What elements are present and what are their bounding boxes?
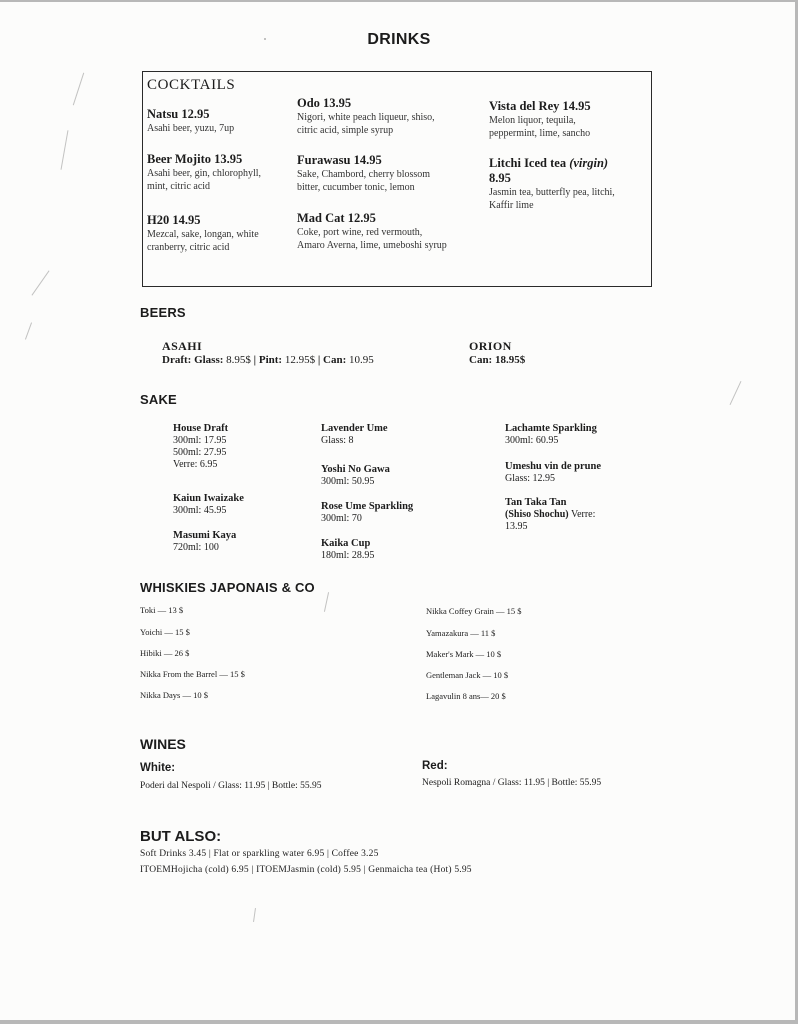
also-line: ITOEMHojicha (cold) 6.95 | ITOEMJasmin (cold) 5.95 | Genmaicha tea (Hot) 5.95 — [140, 865, 472, 875]
cocktail-price: 8.95 — [489, 171, 511, 185]
sake-heading: SAKE — [140, 392, 177, 407]
can-value: 10.95 — [349, 354, 374, 366]
cocktail-name: Litchi Iced tea — [489, 156, 567, 170]
beer-asahi — [162, 339, 374, 366]
cocktail-item — [489, 156, 615, 212]
can-label: Can: — [469, 354, 493, 366]
whisky-item: Hibiki — 26 $ — [140, 648, 190, 658]
whisky-item: Gentleman Jack — 10 $ — [426, 670, 509, 680]
cocktail-desc: mint, citric acid — [147, 181, 211, 192]
sake-name-line2 — [505, 509, 595, 521]
whisky-item: Lagavulin 8 ans— 20 $ — [426, 691, 506, 701]
beer-prices — [469, 354, 525, 366]
sake-price: 720ml: 100 — [173, 542, 219, 553]
sake-unit: Verre: — [568, 509, 596, 520]
scan-mark — [324, 592, 329, 612]
sake-name: Masumi Kaya — [173, 530, 237, 541]
sake-price: 300ml: 70 — [321, 513, 362, 524]
sake-item — [321, 501, 413, 525]
draft-value: 8.95$ — [226, 354, 251, 366]
cocktail-desc: Nigori, white peach liqueur, shiso, — [297, 112, 435, 123]
cocktail-desc: Asahi beer, yuzu, 7up — [147, 123, 235, 134]
red-wine-label: Red: — [422, 760, 448, 772]
scan-mark — [73, 73, 84, 106]
separator: | — [253, 354, 257, 366]
sake-name: Kaiun Iwaizake — [173, 493, 244, 504]
sake-name: Lachamte Sparkling — [505, 423, 597, 434]
cocktail-desc: Melon liquor, tequila, — [489, 115, 576, 126]
cocktail-name: Natsu 12.95 — [147, 107, 210, 121]
also-heading: BUT ALSO: — [140, 828, 222, 845]
sake-price: Glass: 12.95 — [505, 473, 555, 484]
scan-mark — [31, 270, 49, 295]
page-bottom-edge — [0, 1020, 798, 1024]
cocktail-name: Vista del Rey 14.95 — [489, 99, 591, 113]
cocktail-desc: Coke, port wine, red vermouth, — [297, 227, 423, 238]
page-top-edge — [0, 0, 798, 2]
whisky-item: Nikka Coffey Grain — 15 $ — [426, 606, 522, 616]
cocktail-name: H20 14.95 — [147, 213, 201, 227]
beers-heading: BEERS — [140, 305, 186, 320]
whisky-item: Nikka Days — 10 $ — [140, 690, 208, 700]
cocktail-name: Furawasu 14.95 — [297, 153, 382, 167]
cocktail-desc: Amaro Averna, lime, umeboshi syrup — [297, 240, 447, 251]
scan-mark — [25, 322, 32, 339]
cocktail-desc: Jasmin tea, butterfly pea, litchi, — [489, 187, 615, 198]
page-title: DRINKS — [367, 31, 431, 48]
cocktail-desc: cranberry, citric acid — [147, 242, 230, 253]
cocktail-name: Odo 13.95 — [297, 96, 352, 110]
sake-price: 300ml: 45.95 — [173, 505, 227, 516]
cocktail-item — [297, 211, 447, 252]
beer-prices — [162, 354, 374, 366]
cocktail-desc: bitter, cucumber tonic, lemon — [297, 182, 415, 193]
sake-item — [173, 530, 236, 554]
can-label: Can: — [323, 354, 347, 366]
sake-name: Tan Taka Tan — [505, 497, 567, 508]
sake-name: Kaika Cup — [321, 538, 371, 549]
sake-price: 300ml: 50.95 — [321, 476, 375, 487]
cocktail-name: Mad Cat 12.95 — [297, 211, 376, 225]
can-value: 18.95$ — [494, 354, 526, 366]
sake-price: Glass: 8 — [321, 435, 354, 446]
beer-name: ORION — [469, 339, 512, 353]
sake-item — [505, 461, 601, 485]
cocktail-name-note: (virgin) — [569, 156, 609, 170]
sake-item — [321, 423, 388, 447]
sake-item — [173, 423, 228, 471]
sake-price: 300ml: 17.95 — [173, 435, 227, 446]
sake-price: 300ml: 60.95 — [505, 435, 559, 446]
cocktail-item — [297, 96, 435, 137]
cocktail-item — [489, 99, 591, 140]
cocktail-name: Beer Mojito 13.95 — [147, 152, 243, 166]
sake-item — [321, 464, 390, 488]
sake-name: Yoshi No Gawa — [321, 464, 390, 475]
draft-label: Draft: Glass: — [162, 354, 224, 366]
sake-name: Umeshu vin de prune — [505, 461, 601, 472]
sake-price: Verre: 6.95 — [173, 459, 218, 470]
whisky-item: Maker's Mark — 10 $ — [426, 649, 502, 659]
cocktail-name-line — [489, 156, 615, 171]
whisky-item: Yamazakura — 11 $ — [426, 628, 496, 638]
cocktail-desc: peppermint, lime, sancho — [489, 128, 591, 139]
sake-name: Lavender Ume — [321, 423, 388, 434]
sake-item — [505, 423, 597, 447]
pint-value: 12.95$ — [284, 354, 316, 366]
white-wine-line: Poderi dal Nespoli / Glass: 11.95 | Bottle: 55.95 — [140, 781, 322, 791]
wines-heading: WINES — [140, 736, 186, 752]
also-line: Soft Drinks 3.45 | Flat or sparkling water 6.95 | Coffee 3.25 — [140, 849, 379, 859]
sake-price: 180ml: 28.95 — [321, 550, 375, 561]
red-wine-line: Nespoli Romagna / Glass: 11.95 | Bottle: 55.95 — [422, 778, 602, 788]
sake-item — [505, 497, 595, 533]
cocktail-desc: Sake, Chambord, cherry blossom — [297, 169, 431, 180]
cocktail-item — [147, 213, 259, 254]
scan-mark — [61, 130, 69, 170]
whiskies-heading: WHISKIES JAPONAIS & CO — [140, 580, 315, 595]
sake-item — [173, 493, 244, 517]
cocktail-desc: citric acid, simple syrup — [297, 125, 394, 136]
whisky-item: Toki — 13 $ — [140, 605, 184, 615]
sake-subname: (Shiso Shochu) — [505, 509, 569, 520]
white-wine-label: White: — [140, 762, 176, 774]
sake-item — [321, 538, 374, 562]
cocktail-item — [297, 153, 430, 194]
cocktails-heading: COCKTAILS — [147, 77, 236, 93]
cocktail-desc: Mezcal, sake, longan, white — [147, 229, 259, 240]
cocktail-desc: Asahi beer, gin, chlorophyll, — [147, 168, 262, 179]
sake-price: 500ml: 27.95 — [173, 447, 227, 458]
sake-price: 13.95 — [505, 521, 528, 532]
cocktail-item — [147, 107, 234, 135]
cocktail-item — [147, 152, 261, 193]
scan-mark — [730, 381, 742, 405]
separator: | — [317, 354, 321, 366]
sake-name: Rose Ume Sparkling — [321, 501, 414, 512]
beer-orion — [469, 339, 525, 366]
scan-mark — [253, 908, 256, 922]
sake-name: House Draft — [173, 423, 229, 434]
pint-label: Pint: — [258, 354, 283, 366]
whisky-item: Yoichi — 15 $ — [140, 627, 190, 637]
cocktail-desc: Kaffir lime — [489, 200, 534, 211]
beer-name: ASAHI — [162, 339, 203, 353]
whisky-item: Nikka From the Barrel — 15 $ — [140, 669, 245, 679]
